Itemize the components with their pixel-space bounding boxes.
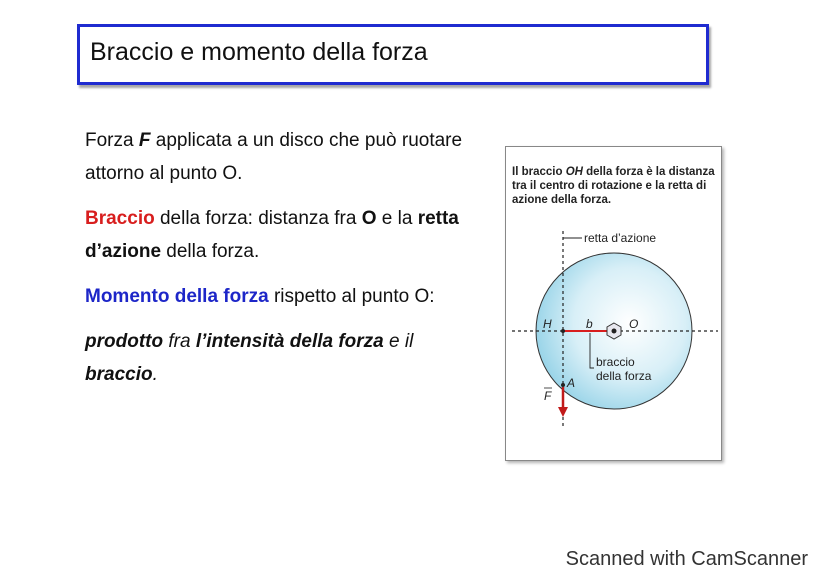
term-braccio: Braccio: [85, 208, 155, 229]
braccio-label-line1: braccio: [596, 355, 635, 369]
force-arrowhead: [558, 407, 568, 417]
text-column: [85, 124, 465, 403]
point-a-label: A: [567, 376, 576, 390]
braccio-label-line2: della forza: [596, 369, 652, 383]
retta-azione-label: retta d’azione: [584, 231, 657, 245]
disc-diagram: [506, 147, 723, 462]
arm-b-label: b: [586, 317, 593, 331]
point-a: [561, 383, 565, 387]
point-o-label: O: [629, 317, 639, 331]
paragraph-braccio: Braccio della forza: distanza fra O e la retta d’azione della forza.: [85, 208, 459, 262]
pivot-center: [612, 329, 617, 334]
paragraph-force: Forza F applicata a un disco che può ruotare attorno al punto O.: [85, 130, 463, 184]
force-symbol: F: [138, 130, 151, 151]
point-h: [561, 329, 565, 333]
paragraph-momento: Momento della forza rispetto al punto O:: [85, 286, 435, 307]
term-retta-azione: retta d’azione: [85, 208, 459, 262]
point-h-label: H: [543, 317, 552, 331]
figure-caption: Il braccio OH della forza è la distanza tra il centro di rotazione e la retta di azione della forza.: [512, 166, 715, 206]
title-box: [77, 24, 709, 85]
force-f-label: F: [544, 389, 552, 403]
paragraph-prodotto: prodotto fra l’intensità della forza e il braccio.: [85, 331, 414, 385]
camscanner-watermark: Scanned with CamScanner: [565, 548, 808, 570]
lever-arm-figure: [505, 146, 722, 461]
page-title: Braccio e momento della forza: [90, 38, 428, 66]
term-momento: Momento della forza: [85, 286, 269, 307]
